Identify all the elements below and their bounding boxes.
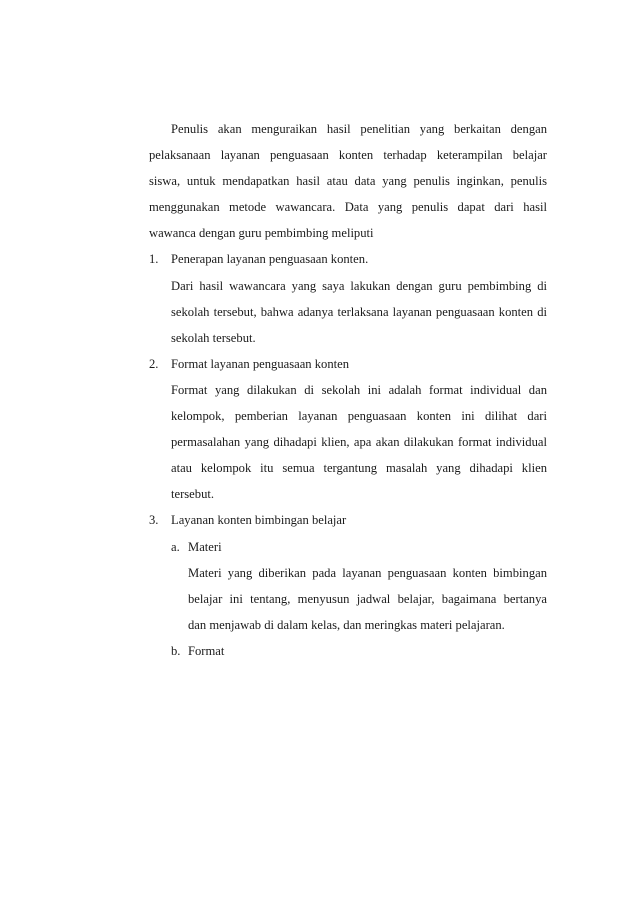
list-item-heading <box>149 507 547 533</box>
list-item-body-line: sekolah tersebut, bahwa adanya terlaksana layanan penguasaan konten di <box>171 304 547 319</box>
list-item-body-line: kelompok, pemberian layanan penguasaan konten ini dilihat dari <box>171 409 547 424</box>
list-item-body-line: tersebut. <box>171 487 215 502</box>
intro-line: menggunakan metode wawancara. Data yang penulis dapat dari hasil <box>149 200 547 215</box>
list-item-body-line: atau kelompok itu semua tergantung masalah yang dihadapi klien <box>171 461 547 476</box>
list-item-heading-text: Layanan konten bimbingan belajar <box>171 513 347 528</box>
sub-item-heading <box>149 534 547 560</box>
list-item-body-line: Dari hasil wawancara yang saya lakukan dengan guru pembimbing di <box>171 278 547 293</box>
sub-item-body-line: belajar ini tentang, menyusun jadwal belajar, bagaimana bertanya <box>188 591 547 606</box>
sub-item-body-line: dan menjawab di dalam kelas, dan meringkas materi pelajaran. <box>188 617 505 632</box>
sub-item-letter: b. <box>171 643 181 658</box>
intro-line: siswa, untuk mendapatkan hasil atau data yang penulis inginkan, penulis <box>149 174 547 189</box>
list-item-body-line: Format yang dilakukan di sekolah ini adalah format individual dan <box>171 382 547 397</box>
intro-line: Penulis akan menguraikan hasil penelitian yang berkaitan dengan <box>171 122 547 136</box>
list-item-body-line: permasalahan yang dihadapi klien, apa akan dilakukan format individual <box>171 435 547 450</box>
list-item-heading <box>149 351 547 377</box>
list-item-number: 2. <box>149 356 159 371</box>
list-item-body-line: sekolah tersebut. <box>171 330 256 345</box>
sub-item-letter: a. <box>171 539 180 554</box>
list-item-2 <box>149 351 547 508</box>
intro-paragraph <box>149 116 547 246</box>
list-item-1 <box>149 246 547 350</box>
sub-item-body-line: Materi yang diberikan pada layanan penguasaan konten bimbingan <box>188 565 547 580</box>
document-page <box>149 116 547 664</box>
sub-item-a <box>149 534 547 638</box>
list-item-number: 3. <box>149 513 159 528</box>
list-item-heading-text: Format layanan penguasaan konten <box>171 356 350 371</box>
list-item-3 <box>149 507 547 664</box>
sub-item-heading-text: Materi <box>188 539 222 554</box>
intro-line: pelaksanaan layanan penguasaan konten terhadap keterampilan belajar <box>149 148 547 163</box>
list-item-number: 1. <box>149 252 159 267</box>
sub-item-heading <box>149 638 547 664</box>
list-item-heading <box>149 246 547 272</box>
sub-item-heading-text: Format <box>188 643 225 658</box>
sub-item-b <box>149 638 547 664</box>
intro-line: wawanca dengan guru pembimbing meliputi <box>149 226 374 241</box>
list-item-heading-text: Penerapan layanan penguasaan konten. <box>171 252 369 267</box>
